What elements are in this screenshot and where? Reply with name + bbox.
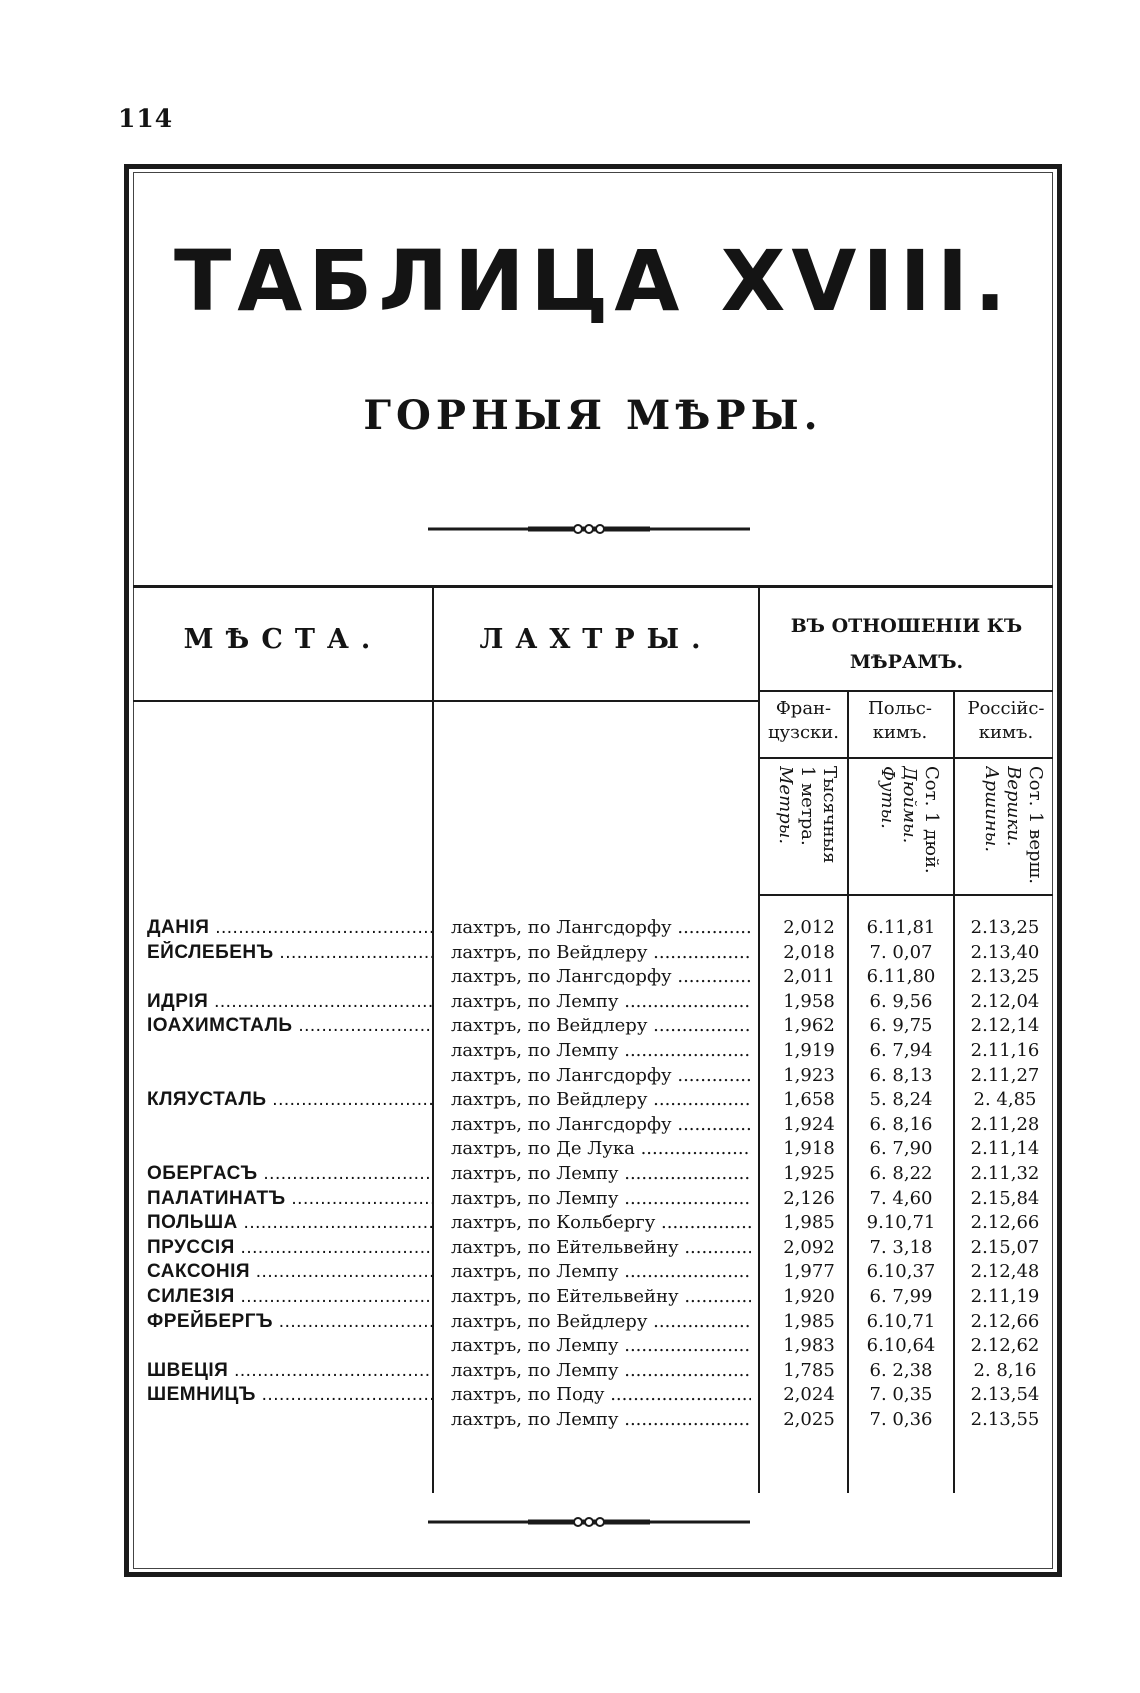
cell-polish: 6. 9,56: [869, 990, 933, 1012]
cell-russian: 2.12,62: [970, 1335, 1040, 1357]
cell-polish: 6. 7,94: [869, 1039, 933, 1061]
table-row: [133, 1014, 1053, 1039]
cell-polish: 6.10,64: [866, 1335, 936, 1357]
cell-russian: 2.11,27: [970, 1064, 1040, 1086]
lachtr-source: лахтръ, по Ейтельвейну .....: [451, 1237, 751, 1258]
cell-place: [147, 1383, 432, 1408]
cell-polish: 6. 9,75: [869, 1015, 933, 1037]
cell-polish: 6.11,80: [866, 966, 936, 988]
cell-polish: 7. 0,07: [869, 941, 933, 963]
cell-french: 1,918: [783, 1138, 835, 1160]
cell-french: 2,024: [783, 1384, 835, 1406]
table-row: [133, 1359, 1053, 1384]
cell-french: 2,018: [783, 941, 835, 963]
lachtr-source: лахтръ, по Лангсдорфу .....: [451, 966, 751, 987]
table-row: [133, 1285, 1053, 1310]
place-name: ОБЕРГАСЪ .....: [147, 1163, 432, 1184]
place-name: ПОЛЬША .....: [147, 1212, 432, 1233]
cell-lachtr: [451, 1088, 751, 1113]
place-name: ФРЕЙБЕРГЪ .....: [147, 1311, 432, 1332]
cell-lachtr: [451, 1334, 751, 1359]
cell-lachtr: [451, 1137, 751, 1162]
cell-polish: 6. 8,13: [869, 1064, 933, 1086]
cell-lachtr: [451, 1310, 751, 1335]
cell-russian: 2.13,55: [970, 1408, 1040, 1430]
cell-french: 1,958: [783, 990, 835, 1012]
cell-lachtr: [451, 965, 751, 990]
cell-russian: 2.11,19: [970, 1285, 1040, 1307]
cell-lachtr: [451, 1162, 751, 1187]
table-body: [133, 916, 1053, 1432]
cell-russian: 2.12,14: [970, 1015, 1040, 1037]
polish-units-header: [862, 766, 942, 884]
lachtr-source: лахтръ, по Лемпу .....: [451, 1360, 751, 1381]
header-relation-line2: МѢРАМЪ.: [849, 651, 964, 673]
cell-place: [147, 1014, 432, 1039]
header-places: МѢСТА.: [183, 624, 383, 655]
polish-units-line2: Дюймы.: [899, 766, 920, 844]
cell-polish: 7. 0,35: [869, 1384, 933, 1406]
lachtr-source: лахтръ, по Лемпу .....: [451, 1335, 751, 1356]
table-row: [133, 1088, 1053, 1113]
subheader-polish-line2: кимъ.: [872, 722, 928, 743]
lachtr-source: лахтръ, по Ейтельвейну .....: [451, 1286, 751, 1307]
cell-russian: 2.15,07: [970, 1236, 1040, 1258]
cell-french: 2,011: [783, 966, 835, 988]
cell-lachtr: [451, 941, 751, 966]
cell-place: [147, 1088, 432, 1113]
lachtr-source: лахтръ, по Де Лука .....: [451, 1138, 751, 1159]
cell-french: 2,025: [783, 1408, 835, 1430]
header-relation: [760, 608, 1053, 680]
lachtr-source: лахтръ, по Лангсдорфу .....: [451, 1065, 751, 1086]
cell-place: [147, 1211, 432, 1236]
place-name: САКСОНІЯ .....: [147, 1261, 432, 1282]
cell-lachtr: [451, 1113, 751, 1138]
table-row: [133, 1334, 1053, 1359]
header-relation-line1: ВЪ ОТНОШЕНІИ КЪ: [790, 615, 1023, 637]
polish-units-line1: Сот. 1 дюй.: [921, 766, 942, 874]
cell-russian: 2.11,16: [970, 1039, 1040, 1061]
cell-russian: 2.13,25: [970, 917, 1040, 938]
cell-polish: 6.11,81: [866, 917, 936, 938]
ornament-rule-bottom: [428, 1513, 750, 1531]
russian-units-header: [966, 766, 1046, 884]
lachtr-source: лахтръ, по Вейдлеру .....: [451, 1089, 751, 1110]
french-units-line2: 1 метра.: [797, 766, 818, 846]
cell-polish: 6.10,37: [866, 1261, 936, 1283]
cell-french: 1,977: [783, 1261, 835, 1283]
cell-russian: 2.13,25: [970, 966, 1040, 988]
header-rule-left: [133, 700, 758, 702]
cell-french: 1,962: [783, 1015, 835, 1037]
cell-russian: 2. 8,16: [973, 1359, 1037, 1381]
place-name: ШЕМНИЦЪ .....: [147, 1384, 432, 1405]
ornament-rule-top: [428, 520, 750, 538]
subheader-polish-line1: Польс-: [868, 698, 932, 719]
table-row: [133, 1187, 1053, 1212]
lachtr-source: лахтръ, по Вейдлеру .....: [451, 1311, 751, 1332]
cell-lachtr: [451, 1285, 751, 1310]
cell-russian: 2.12,66: [970, 1212, 1040, 1234]
cell-place: [147, 990, 432, 1015]
lachtr-source: лахтръ, по Лемпу .....: [451, 1163, 751, 1184]
cell-lachtr: [451, 1187, 751, 1212]
cell-french: 1,658: [783, 1089, 835, 1111]
french-units-line1: Тысячныя: [819, 766, 840, 864]
subheader-polish: [849, 697, 951, 745]
subheader-french: [762, 697, 845, 745]
table-row: [133, 1211, 1053, 1236]
cell-lachtr: [451, 1014, 751, 1039]
cell-french: 1,925: [783, 1162, 835, 1184]
cell-lachtr: [451, 1064, 751, 1089]
table-row: [133, 916, 1053, 941]
header-rule-relation: [760, 690, 1053, 692]
cell-lachtr: [451, 1383, 751, 1408]
cell-polish: 5. 8,24: [869, 1089, 933, 1111]
place-name: ПАЛАТИНАТЪ .....: [147, 1188, 432, 1209]
cell-lachtr: [451, 1211, 751, 1236]
table-row: [133, 1408, 1053, 1433]
table-row: [133, 1236, 1053, 1261]
lachtr-source: лахтръ, по Лемпу .....: [451, 1261, 751, 1282]
cell-polish: 7. 3,18: [869, 1236, 933, 1258]
header-rule-values: [760, 894, 1053, 896]
lachtr-source: лахтръ, по Лангсдорфу .....: [451, 1114, 751, 1135]
cell-french: 1,924: [783, 1113, 835, 1135]
cell-french: 1,785: [783, 1359, 835, 1381]
cell-polish: 6. 8,22: [869, 1162, 933, 1184]
table-subtitle: ГОРНЫЯ МѢРЫ.: [363, 392, 823, 439]
place-name: ШВЕЦІЯ .....: [147, 1360, 432, 1381]
cell-place: [147, 916, 432, 941]
place-name: ИДРІЯ .....: [147, 991, 432, 1012]
cell-lachtr: [451, 916, 751, 941]
lachtr-source: лахтръ, по Вейдлеру .....: [451, 1015, 751, 1036]
cell-french: 1,923: [783, 1064, 835, 1086]
cell-french: 2,092: [783, 1236, 835, 1258]
page-number: 114: [118, 104, 174, 133]
cell-polish: 9.10,71: [866, 1212, 936, 1234]
table-row: [133, 1039, 1053, 1064]
cell-russian: 2.11,28: [970, 1113, 1040, 1135]
header-rule-units: [760, 757, 1053, 759]
place-name: КЛЯУСТАЛЬ .....: [147, 1089, 432, 1110]
lachtr-source: лахтръ, по Поду .....: [451, 1384, 751, 1405]
cell-polish: 6. 7,99: [869, 1285, 933, 1307]
cell-french: 1,919: [783, 1039, 835, 1061]
cell-russian: 2.11,14: [970, 1138, 1040, 1160]
cell-polish: 7. 4,60: [869, 1187, 933, 1209]
cell-polish: 7. 0,36: [869, 1408, 933, 1430]
cell-russian: 2.12,04: [970, 990, 1040, 1012]
subheader-russian-line2: кимъ.: [978, 722, 1034, 743]
russian-units-line1: Сот. 1 верш.: [1025, 766, 1046, 884]
french-units-line3: Метры.: [775, 766, 796, 845]
table-row: [133, 1260, 1053, 1285]
cell-polish: 6. 2,38: [869, 1359, 933, 1381]
table-row: [133, 1162, 1053, 1187]
cell-russian: 2.12,48: [970, 1261, 1040, 1283]
place-name: СИЛЕЗІЯ .....: [147, 1286, 432, 1307]
place-name: ІОАХИМСТАЛЬ .....: [147, 1015, 432, 1036]
lachtr-source: лахтръ, по Лемпу .....: [451, 1409, 751, 1430]
table-title: ТАБЛИЦА XVIII.: [173, 232, 1013, 330]
cell-place: [147, 941, 432, 966]
lachtr-source: лахтръ, по Лемпу .....: [451, 991, 751, 1012]
russian-units-line2: Вершки.: [1003, 766, 1024, 847]
cell-place: [147, 1260, 432, 1285]
table-row: [133, 1113, 1053, 1138]
cell-french: 2,126: [783, 1187, 835, 1209]
table-row: [133, 965, 1053, 990]
table-top-rule: [133, 585, 1053, 588]
russian-units-line3: Аршины.: [981, 766, 1002, 853]
french-units-header: [770, 766, 840, 884]
cell-russian: 2.12,66: [970, 1310, 1040, 1332]
cell-russian: 2.13,40: [970, 941, 1040, 963]
subheader-russian-line1: Россійс-: [967, 698, 1045, 719]
cell-russian: 2. 4,85: [973, 1089, 1037, 1111]
cell-place: [147, 1187, 432, 1212]
cell-french: 1,920: [783, 1285, 835, 1307]
table-row: [133, 1137, 1053, 1162]
cell-lachtr: [451, 990, 751, 1015]
subheader-french-line1: Фран-: [775, 698, 832, 719]
place-name: ПРУССІЯ .....: [147, 1237, 432, 1258]
subheader-russian: [956, 697, 1056, 745]
cell-lachtr: [451, 1408, 751, 1433]
header-lachtry: ЛАХТРЫ.: [479, 624, 713, 655]
cell-lachtr: [451, 1260, 751, 1285]
cell-french: 1,985: [783, 1310, 835, 1332]
cell-place: [147, 1310, 432, 1335]
cell-lachtr: [451, 1236, 751, 1261]
cell-polish: 6. 8,16: [869, 1113, 933, 1135]
cell-lachtr: [451, 1359, 751, 1384]
subheader-french-line2: цузски.: [767, 722, 840, 743]
lachtr-source: лахтръ, по Лангсдорфу .....: [451, 917, 751, 938]
cell-french: 1,983: [783, 1335, 835, 1357]
cell-place: [147, 1162, 432, 1187]
cell-russian: 2.11,32: [970, 1162, 1040, 1184]
table-row: [133, 1310, 1053, 1335]
lachtr-source: лахтръ, по Лемпу .....: [451, 1040, 751, 1061]
lachtr-source: лахтръ, по Лемпу .....: [451, 1188, 751, 1209]
cell-polish: 6. 7,90: [869, 1138, 933, 1160]
cell-polish: 6.10,71: [866, 1310, 936, 1332]
table-row: [133, 941, 1053, 966]
polish-units-line3: Футы.: [877, 766, 898, 829]
lachtr-source: лахтръ, по Кольбергу .....: [451, 1212, 751, 1233]
cell-french: 2,012: [783, 917, 835, 938]
cell-french: 1,985: [783, 1212, 835, 1234]
cell-russian: 2.15,84: [970, 1187, 1040, 1209]
cell-place: [147, 1359, 432, 1384]
cell-place: [147, 1236, 432, 1261]
place-name: ЕЙСЛЕБЕНЪ .....: [147, 942, 432, 963]
place-name: ДАНІЯ .....: [147, 917, 432, 938]
cell-place: [147, 1285, 432, 1310]
table-row: [133, 1064, 1053, 1089]
table-row: [133, 1383, 1053, 1408]
cell-russian: 2.13,54: [970, 1384, 1040, 1406]
cell-lachtr: [451, 1039, 751, 1064]
lachtr-source: лахтръ, по Вейдлеру .....: [451, 942, 751, 963]
table-row: [133, 990, 1053, 1015]
